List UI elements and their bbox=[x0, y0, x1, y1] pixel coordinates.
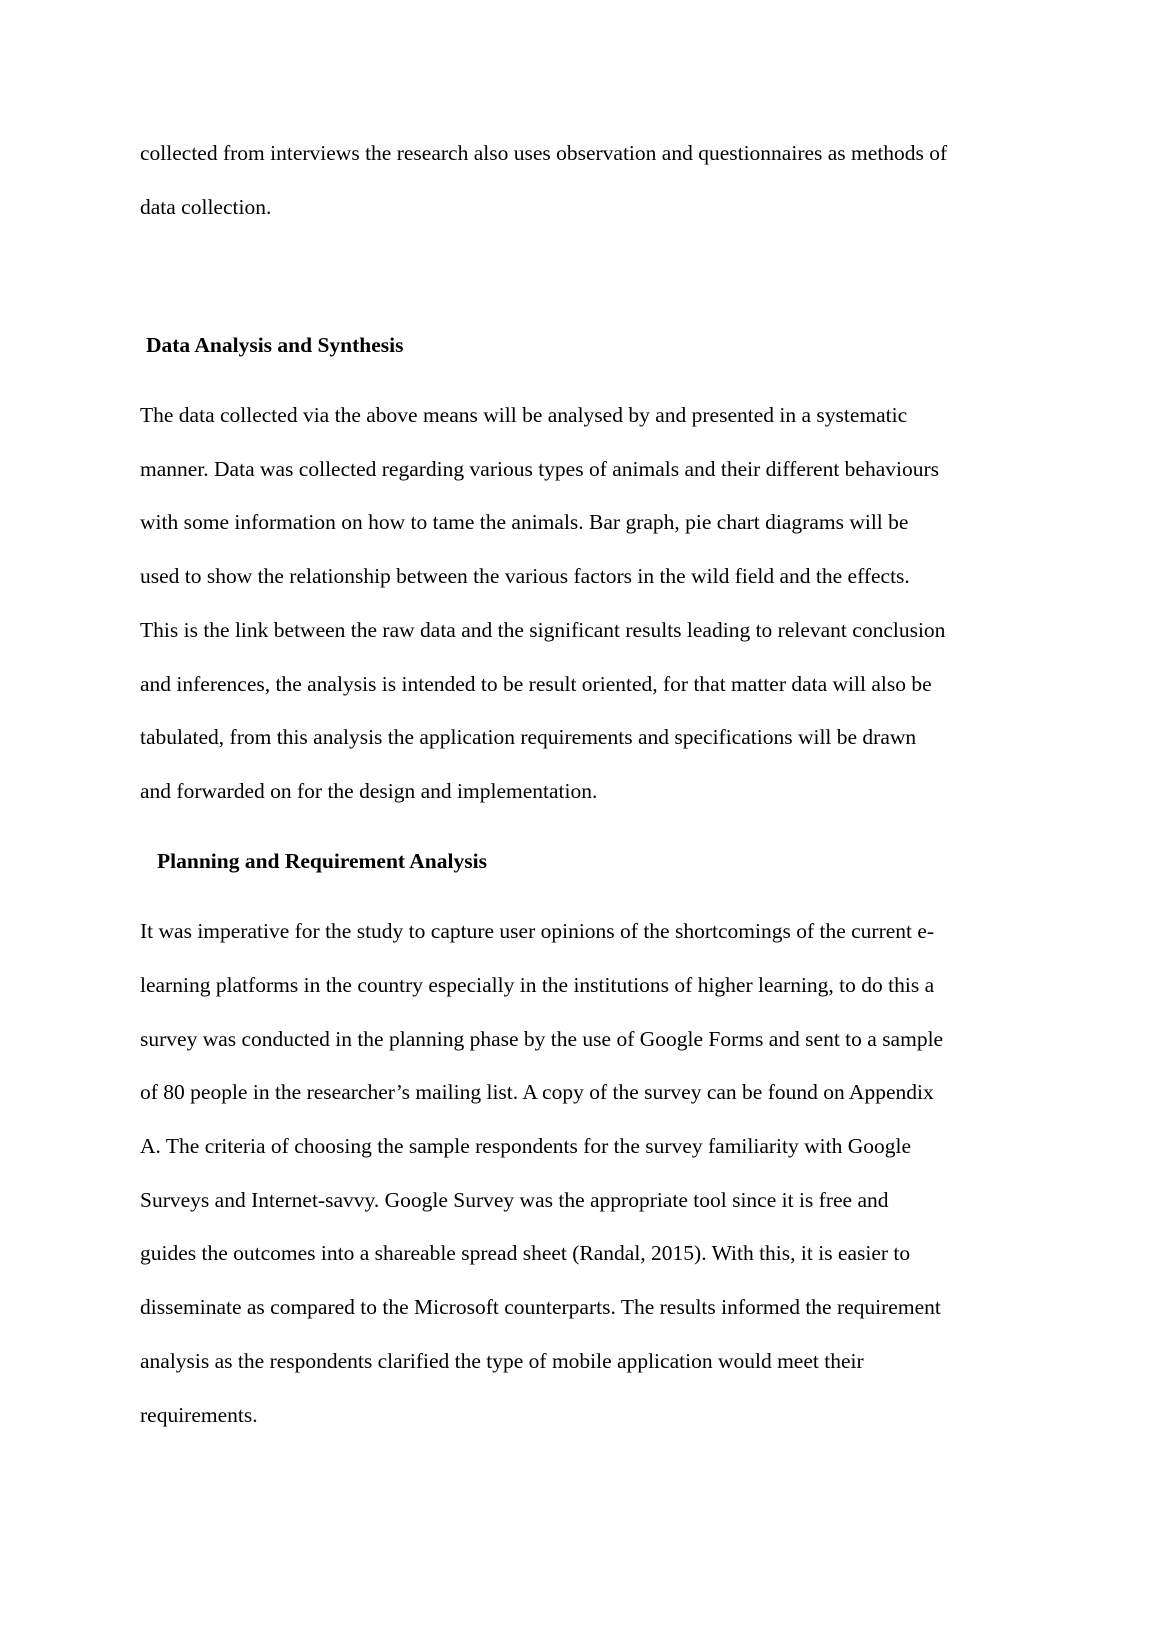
paragraph-line: guides the outcomes into a shareable spread sheet (Randal, 2015). With this, it is easier to bbox=[140, 1241, 911, 1265]
paragraph-line: manner. Data was collected regarding various types of animals and their different behaviours bbox=[140, 457, 940, 481]
paragraph-line: Surveys and Internet-savvy. Google Survey was the appropriate tool since it is free and bbox=[140, 1188, 889, 1212]
paragraph-line: of 80 people in the researcher’s mailing list. A copy of the survey can be found on Appendix bbox=[140, 1080, 934, 1104]
section-heading-planning: Planning and Requirement Analysis bbox=[157, 849, 487, 873]
paragraph-line: requirements. bbox=[140, 1403, 258, 1427]
paragraph-line: with some information on how to tame the animals. Bar graph, pie chart diagrams will be bbox=[140, 510, 909, 534]
paragraph-line: tabulated, from this analysis the application requirements and specifications will be drawn bbox=[140, 725, 917, 749]
paragraph-line: This is the link between the raw data and the significant results leading to relevant conclusion bbox=[140, 618, 946, 642]
intro-line: data collection. bbox=[140, 195, 272, 219]
paragraph-line: and forwarded on for the design and implementation. bbox=[140, 779, 598, 803]
section-heading-data-analysis: Data Analysis and Synthesis bbox=[146, 333, 404, 357]
paragraph-line: disseminate as compared to the Microsoft counterparts. The results informed the requirement bbox=[140, 1295, 941, 1319]
paragraph-line: A. The criteria of choosing the sample respondents for the survey familiarity with Google bbox=[140, 1134, 912, 1158]
paragraph-line: analysis as the respondents clarified the type of mobile application would meet their bbox=[140, 1349, 864, 1373]
paragraph-line: used to show the relationship between the various factors in the wild field and the effects. bbox=[140, 564, 910, 588]
paragraph-line: It was imperative for the study to capture user opinions of the shortcomings of the current e- bbox=[140, 919, 935, 943]
paragraph-line: and inferences, the analysis is intended to be result oriented, for that matter data will also be bbox=[140, 672, 932, 696]
paragraph-line: learning platforms in the country especially in the institutions of higher learning, to do this a bbox=[140, 973, 935, 997]
paragraph-line: The data collected via the above means will be analysed by and presented in a systematic bbox=[140, 403, 908, 427]
intro-line: collected from interviews the research also uses observation and questionnaires as methods of bbox=[140, 141, 948, 165]
paragraph-line: survey was conducted in the planning phase by the use of Google Forms and sent to a sample bbox=[140, 1027, 944, 1051]
